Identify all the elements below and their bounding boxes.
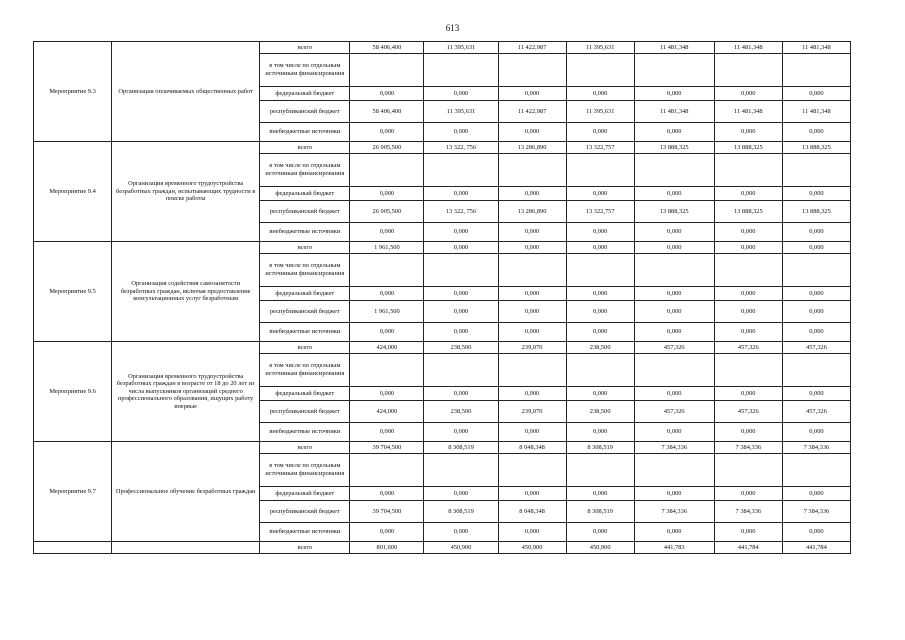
row-total xyxy=(34,142,851,154)
amount-cell: 0,000 xyxy=(782,187,850,201)
funding-source-label: всего xyxy=(260,442,350,454)
amount-cell: 0,000 xyxy=(634,87,714,101)
amount-cell: 8 308,519 xyxy=(424,442,498,454)
amount-cell xyxy=(566,154,634,187)
amount-cell: 7 384,336 xyxy=(634,501,714,523)
funding-source-label: всего xyxy=(260,42,350,54)
amount-cell xyxy=(634,254,714,287)
row-total xyxy=(34,542,851,554)
amount-cell: 58 406,400 xyxy=(350,42,424,54)
amount-cell xyxy=(782,454,850,487)
amount-cell: 0,000 xyxy=(566,301,634,323)
amount-cell xyxy=(782,254,850,287)
amount-cell: 238,500 xyxy=(424,401,498,423)
amount-cell: 0,000 xyxy=(498,301,566,323)
amount-cell: 7 384,336 xyxy=(782,501,850,523)
amount-cell: 0,000 xyxy=(566,487,634,501)
funding-source-label: всего xyxy=(260,142,350,154)
amount-cell: 0,000 xyxy=(498,242,566,254)
amount-cell xyxy=(424,454,498,487)
amount-cell: 11 481,348 xyxy=(782,42,850,54)
amount-cell: 0,000 xyxy=(498,523,566,542)
amount-cell: 0,000 xyxy=(498,123,566,142)
funding-source-label: внебюджетные источники xyxy=(260,123,350,142)
amount-cell: 0,000 xyxy=(498,287,566,301)
amount-cell: 0,000 xyxy=(350,323,424,342)
amount-cell: 239,070 xyxy=(498,342,566,354)
amount-cell: 0,000 xyxy=(782,523,850,542)
amount-cell xyxy=(782,354,850,387)
activity-name: Мероприятие 9.6 xyxy=(34,342,112,442)
amount-cell: 0,000 xyxy=(566,87,634,101)
amount-cell: 1 961,500 xyxy=(350,301,424,323)
amount-cell: 0,000 xyxy=(634,287,714,301)
amount-cell: 0,000 xyxy=(714,487,782,501)
amount-cell xyxy=(350,454,424,487)
amount-cell: 0,000 xyxy=(634,301,714,323)
amount-cell: 11 395,631 xyxy=(566,101,634,123)
amount-cell: 239,070 xyxy=(498,401,566,423)
funding-source-label: в том числе по отдельным источникам финансирования xyxy=(260,154,350,187)
amount-cell: 11 481,348 xyxy=(634,101,714,123)
amount-cell: 13 888,325 xyxy=(782,201,850,223)
amount-cell: 0,000 xyxy=(714,387,782,401)
amount-cell xyxy=(566,54,634,87)
amount-cell: 11 481,348 xyxy=(714,101,782,123)
funding-source-label: всего xyxy=(260,342,350,354)
funding-source-label: федеральный бюджет xyxy=(260,387,350,401)
amount-cell: 0,000 xyxy=(714,323,782,342)
amount-cell: 0,000 xyxy=(566,223,634,242)
amount-cell: 13 322,757 xyxy=(566,201,634,223)
amount-cell: 11 481,348 xyxy=(782,101,850,123)
amount-cell: 457,326 xyxy=(634,401,714,423)
amount-cell: 0,000 xyxy=(424,187,498,201)
amount-cell: 0,000 xyxy=(350,387,424,401)
amount-cell: 7 384,336 xyxy=(714,442,782,454)
amount-cell: 26 905,500 xyxy=(350,142,424,154)
activity-description: Организация временного трудоустройства безработных граждан, испытывающих трудности в поиске работы xyxy=(112,142,260,242)
amount-cell: 13 888,325 xyxy=(714,201,782,223)
funding-source-label: федеральный бюджет xyxy=(260,87,350,101)
activity-name xyxy=(34,542,112,554)
amount-cell: 0,000 xyxy=(424,423,498,442)
amount-cell: 13 888,325 xyxy=(714,142,782,154)
amount-cell: 0,000 xyxy=(350,87,424,101)
amount-cell: 0,000 xyxy=(782,487,850,501)
amount-cell: 0,000 xyxy=(498,487,566,501)
amount-cell: 0,000 xyxy=(566,423,634,442)
amount-cell: 0,000 xyxy=(634,223,714,242)
activity-description xyxy=(112,542,260,554)
amount-cell: 0,000 xyxy=(782,287,850,301)
amount-cell: 441,783 xyxy=(634,542,714,554)
funding-source-label: республиканский бюджет xyxy=(260,201,350,223)
funding-source-label: всего xyxy=(260,542,350,554)
amount-cell: 0,000 xyxy=(498,223,566,242)
funding-source-label: республиканский бюджет xyxy=(260,301,350,323)
amount-cell: 0,000 xyxy=(566,287,634,301)
funding-source-label: республиканский бюджет xyxy=(260,501,350,523)
amount-cell: 0,000 xyxy=(714,223,782,242)
amount-cell: 457,326 xyxy=(782,342,850,354)
funding-source-label: республиканский бюджет xyxy=(260,101,350,123)
funding-source-label: в том числе по отдельным источникам финансирования xyxy=(260,454,350,487)
amount-cell: 7 384,336 xyxy=(714,501,782,523)
amount-cell: 0,000 xyxy=(350,287,424,301)
activity-description: Профессиональное обучение безработных граждан xyxy=(112,442,260,542)
activity-name: Мероприятие 9.7 xyxy=(34,442,112,542)
amount-cell: 13 322,757 xyxy=(566,142,634,154)
amount-cell: 238,500 xyxy=(566,401,634,423)
amount-cell: 0,000 xyxy=(566,387,634,401)
amount-cell: 13 286,890 xyxy=(498,142,566,154)
amount-cell: 13 286,890 xyxy=(498,201,566,223)
amount-cell: 0,000 xyxy=(424,523,498,542)
amount-cell xyxy=(634,454,714,487)
amount-cell: 0,000 xyxy=(424,387,498,401)
amount-cell xyxy=(634,154,714,187)
amount-cell xyxy=(566,254,634,287)
amount-cell: 0,000 xyxy=(782,223,850,242)
row-total xyxy=(34,342,851,354)
row-total xyxy=(34,42,851,54)
amount-cell: 0,000 xyxy=(634,123,714,142)
amount-cell: 8 048,348 xyxy=(498,501,566,523)
amount-cell: 450,900 xyxy=(424,542,498,554)
row-total xyxy=(34,242,851,254)
amount-cell: 801,600 xyxy=(350,542,424,554)
amount-cell xyxy=(634,354,714,387)
amount-cell: 11 395,631 xyxy=(424,101,498,123)
page-number: 613 xyxy=(445,23,460,33)
amount-cell: 13 888,325 xyxy=(782,142,850,154)
amount-cell: 441,784 xyxy=(782,542,850,554)
amount-cell: 0,000 xyxy=(714,242,782,254)
amount-cell: 0,000 xyxy=(782,301,850,323)
amount-cell xyxy=(714,54,782,87)
amount-cell xyxy=(714,354,782,387)
funding-source-label: федеральный бюджет xyxy=(260,187,350,201)
amount-cell xyxy=(714,254,782,287)
amount-cell: 424,000 xyxy=(350,401,424,423)
activity-name: Мероприятие 9.3 xyxy=(34,42,112,142)
amount-cell: 0,000 xyxy=(634,423,714,442)
amount-cell: 13 322, 756 xyxy=(424,201,498,223)
amount-cell: 0,000 xyxy=(714,301,782,323)
amount-cell xyxy=(424,54,498,87)
amount-cell: 450,900 xyxy=(498,542,566,554)
amount-cell: 457,326 xyxy=(714,342,782,354)
amount-cell: 7 384,336 xyxy=(634,442,714,454)
amount-cell: 238,500 xyxy=(566,342,634,354)
amount-cell: 0,000 xyxy=(498,87,566,101)
budget-table xyxy=(33,41,851,554)
funding-source-label: в том числе по отдельным источникам финансирования xyxy=(260,354,350,387)
funding-source-label: внебюджетные источники xyxy=(260,423,350,442)
funding-source-label: федеральный бюджет xyxy=(260,487,350,501)
amount-cell xyxy=(424,254,498,287)
amount-cell xyxy=(714,154,782,187)
amount-cell: 0,000 xyxy=(350,523,424,542)
amount-cell: 26 905,500 xyxy=(350,201,424,223)
amount-cell: 39 704,500 xyxy=(350,442,424,454)
amount-cell: 0,000 xyxy=(350,123,424,142)
amount-cell: 0,000 xyxy=(714,523,782,542)
amount-cell xyxy=(350,354,424,387)
amount-cell: 0,000 xyxy=(566,323,634,342)
amount-cell: 0,000 xyxy=(782,123,850,142)
amount-cell: 1 961,500 xyxy=(350,242,424,254)
row-total xyxy=(34,442,851,454)
amount-cell xyxy=(498,354,566,387)
amount-cell xyxy=(782,154,850,187)
amount-cell xyxy=(566,354,634,387)
amount-cell xyxy=(634,54,714,87)
amount-cell: 0,000 xyxy=(634,242,714,254)
amount-cell: 0,000 xyxy=(424,223,498,242)
amount-cell: 457,326 xyxy=(714,401,782,423)
amount-cell: 0,000 xyxy=(634,523,714,542)
amount-cell: 441,784 xyxy=(714,542,782,554)
amount-cell: 0,000 xyxy=(498,387,566,401)
amount-cell xyxy=(566,454,634,487)
funding-source-label: в том числе по отдельным источникам финансирования xyxy=(260,54,350,87)
amount-cell: 39 704,500 xyxy=(350,501,424,523)
amount-cell: 0,000 xyxy=(634,323,714,342)
funding-source-label: внебюджетные источники xyxy=(260,223,350,242)
amount-cell: 0,000 xyxy=(714,287,782,301)
amount-cell xyxy=(498,54,566,87)
funding-source-label: республиканский бюджет xyxy=(260,401,350,423)
amount-cell: 457,326 xyxy=(782,401,850,423)
amount-cell xyxy=(498,454,566,487)
funding-source-label: внебюджетные источники xyxy=(260,523,350,542)
amount-cell: 13 322, 756 xyxy=(424,142,498,154)
amount-cell: 0,000 xyxy=(350,223,424,242)
amount-cell xyxy=(350,254,424,287)
amount-cell: 58 406,400 xyxy=(350,101,424,123)
amount-cell: 11 395,631 xyxy=(424,42,498,54)
amount-cell: 0,000 xyxy=(424,287,498,301)
amount-cell: 0,000 xyxy=(566,523,634,542)
amount-cell xyxy=(350,154,424,187)
amount-cell: 0,000 xyxy=(498,423,566,442)
amount-cell: 13 888,325 xyxy=(634,142,714,154)
amount-cell: 0,000 xyxy=(498,187,566,201)
amount-cell: 0,000 xyxy=(714,87,782,101)
amount-cell: 0,000 xyxy=(424,87,498,101)
amount-cell: 8 308,519 xyxy=(566,442,634,454)
amount-cell: 0,000 xyxy=(566,242,634,254)
amount-cell: 8 048,348 xyxy=(498,442,566,454)
funding-source-label: федеральный бюджет xyxy=(260,287,350,301)
amount-cell: 457,326 xyxy=(634,342,714,354)
amount-cell: 8 308,519 xyxy=(424,501,498,523)
amount-cell xyxy=(424,354,498,387)
amount-cell: 0,000 xyxy=(566,123,634,142)
activity-description: Организация оплачиваемых общественных работ xyxy=(112,42,260,142)
amount-cell: 0,000 xyxy=(782,323,850,342)
amount-cell xyxy=(498,154,566,187)
amount-cell: 13 888,325 xyxy=(634,201,714,223)
amount-cell: 0,000 xyxy=(350,187,424,201)
amount-cell: 0,000 xyxy=(566,187,634,201)
activity-name: Мероприятие 9.5 xyxy=(34,242,112,342)
amount-cell: 11 422,987 xyxy=(498,101,566,123)
amount-cell: 0,000 xyxy=(350,487,424,501)
amount-cell xyxy=(782,54,850,87)
amount-cell: 11 481,348 xyxy=(634,42,714,54)
amount-cell: 0,000 xyxy=(424,242,498,254)
amount-cell: 0,000 xyxy=(714,423,782,442)
amount-cell: 11 395,631 xyxy=(566,42,634,54)
amount-cell: 0,000 xyxy=(350,423,424,442)
amount-cell xyxy=(424,154,498,187)
amount-cell: 11 422,987 xyxy=(498,42,566,54)
amount-cell: 0,000 xyxy=(782,87,850,101)
amount-cell: 0,000 xyxy=(634,187,714,201)
amount-cell: 0,000 xyxy=(424,323,498,342)
activity-description: Организация содействия самозанятости безработных граждан, включая предоставление консультационных услуг безработным xyxy=(112,242,260,342)
amount-cell: 0,000 xyxy=(424,301,498,323)
amount-cell: 0,000 xyxy=(634,487,714,501)
amount-cell: 11 481,348 xyxy=(714,42,782,54)
amount-cell: 7 384,336 xyxy=(782,442,850,454)
amount-cell: 0,000 xyxy=(714,123,782,142)
amount-cell: 0,000 xyxy=(498,323,566,342)
funding-source-label: всего xyxy=(260,242,350,254)
funding-source-label: в том числе по отдельным источникам финансирования xyxy=(260,254,350,287)
amount-cell: 450,900 xyxy=(566,542,634,554)
amount-cell: 0,000 xyxy=(782,242,850,254)
activity-name: Мероприятие 9.4 xyxy=(34,142,112,242)
amount-cell: 0,000 xyxy=(782,387,850,401)
activity-description: Организация временного трудоустройства безработных граждан в возрасте от 18 до 20 лет из числа выпускников организаций среднего профессионального образования, ищущих работу впервые xyxy=(112,342,260,442)
funding-source-label: внебюджетные источники xyxy=(260,323,350,342)
amount-cell: 0,000 xyxy=(424,487,498,501)
amount-cell: 0,000 xyxy=(714,187,782,201)
amount-cell: 0,000 xyxy=(424,123,498,142)
amount-cell xyxy=(350,54,424,87)
amount-cell: 0,000 xyxy=(634,387,714,401)
amount-cell: 8 308,519 xyxy=(566,501,634,523)
amount-cell: 0,000 xyxy=(782,423,850,442)
amount-cell: 238,500 xyxy=(424,342,498,354)
amount-cell: 424,000 xyxy=(350,342,424,354)
amount-cell xyxy=(714,454,782,487)
amount-cell xyxy=(498,254,566,287)
